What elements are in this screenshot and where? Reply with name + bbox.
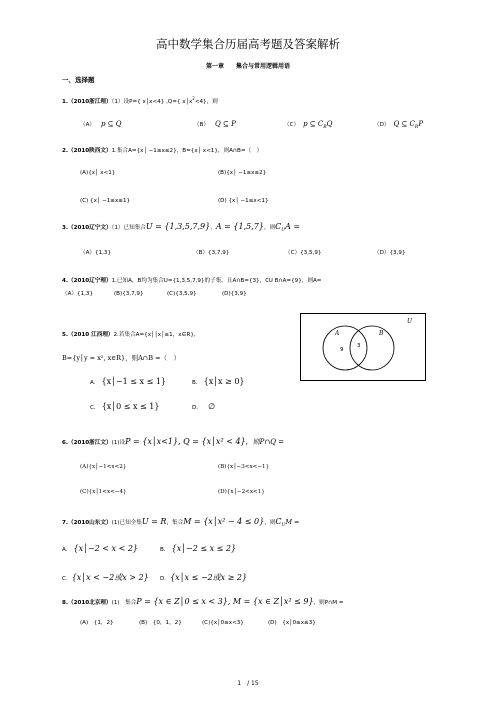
question-4-source: 4.（2010辽宁理） (62, 278, 112, 284)
question-1-option-c: （C） p ⊆ $C_RQ$ (284, 120, 333, 131)
question-1-sup: 2 (192, 96, 195, 101)
question-5-text: 2.若集合A={x││x│≤1，x∈R}， (113, 332, 200, 338)
question-8-option-c: (C){x│0≤x<3} (202, 620, 244, 626)
chapter-heading: 第一章 集合与常用逻辑用语 (205, 63, 290, 70)
question-5-source: 5.（2010 江西理） (62, 332, 114, 338)
question-3-option-d: （D）{3,9} (374, 250, 406, 256)
question-8-formula: P = {x ∈ Z│0 ≤ x < 3}, M = {x ∈ Z│x² ≤ 9} (136, 597, 314, 606)
question-8-option-d: (D) {x│0≤x≤3} (268, 620, 316, 626)
venn-label-u: U (407, 318, 413, 325)
question-7-option-c: C. {x│x < −2或x > 2} (62, 573, 149, 582)
question-1-option-b: （B） Q ⊆ P (194, 120, 236, 128)
question-4-option-d: (D){3,9} (222, 291, 247, 297)
question-2-option-b: (B){x│ −1≤x≤2} (218, 170, 267, 176)
question-2-source: 2.（2010陕西文） (62, 148, 112, 154)
question-7-formula: M = {x│x² − 4 ≤ 0} (183, 517, 265, 526)
question-3-option-a: （A）{1,3} (80, 250, 112, 256)
venn-label-a: A (335, 330, 340, 337)
question-5-option-b: B. {x│x ≥ 0} (192, 377, 245, 386)
question-6-formula: P = {x│x<1}, Q = {x│x² < 4} (125, 437, 246, 446)
question-3-source: 3.（2010辽宁文） (62, 225, 112, 231)
question-5-option-c: C. {x│0 ≤ x ≤ 1} (90, 402, 160, 411)
question-7-option-d: D. {x│x ≤ −2或x ≥ 2} (160, 573, 248, 582)
question-1 (62, 97, 218, 105)
question-6-option-d: (D){x│−2<x<1} (218, 489, 265, 495)
question-3-set-a: A = {1,5,7} (215, 222, 264, 231)
question-3-option-b: （B）{3,7,9} (193, 250, 230, 256)
question-1-source: 1.（2010浙江理） (62, 98, 112, 105)
question-5-option-a: A. {x│−1 ≤ x ≤ 1} (90, 377, 166, 386)
section-heading: 一、选择题 (62, 76, 95, 84)
question-7: 7.（2010山东文）(1)已知全集U = R，集合M = {x│x² − 4 ≤ 0}，则$C_UM$ = (62, 517, 300, 529)
question-2-option-d: (D) {x│ −1≤x<1} (218, 198, 269, 204)
question-6-source: 6.（2010浙江文） (62, 440, 112, 446)
question-6: 6.（2010浙江文）(1)设P = {x│x<1}, Q = {x│x² < 4}，则P∩Q = (62, 437, 285, 446)
page-title: 高中数学集合历届高考题及答案解析 (156, 37, 340, 51)
question-8-source: 8.（2010北京理） (62, 600, 112, 606)
question-1-option-d: （D） Q ⊆ $C_RP$ (374, 120, 424, 131)
question-2-option-c: (C) {x│ −1≤x≤1} (80, 198, 131, 204)
question-4-option-a: （A）{1,3} (62, 291, 94, 297)
question-6-option-a: (A){x│−1<x<2} (80, 464, 127, 470)
question-4 (62, 279, 321, 285)
question-7-option-a: A. {x│−2 < x < 2} (62, 544, 138, 553)
question-8-option-a: (A) {1，2} (80, 620, 114, 626)
question-3-set-u: U = {1,3,5,7,9} (145, 222, 211, 231)
question-1-text: （1）设P={ x│x<4} ,Q={ x│x (111, 98, 193, 105)
question-8-option-b: (B) {0，1，2} (139, 620, 182, 626)
venn-diagram (300, 313, 426, 381)
question-4-text: 1.已知A，B均为集合U={1,3,5,7,9}的子集，且A∩B={3}，∁U B∩A={9}，则A= (111, 278, 322, 284)
venn-number-3: 3 (357, 343, 361, 349)
question-3: 3.（2010辽宁文）（1）已知集合U = {1,3,5,7,9}，A = {1,5,7}，则$C_UA$ = (62, 222, 301, 234)
question-5-option-d: D. ∅ (192, 402, 216, 411)
question-1-tail: <4}，则 (194, 98, 218, 105)
question-4-option-c: (C){3,5,9} (167, 291, 197, 297)
page-number: 1 / 15 (237, 680, 259, 687)
venn-number-9: 9 (340, 347, 344, 353)
question-2 (62, 149, 262, 155)
question-2-text: 1.集合A={x│ −1≤x≤2}，B={x│ x<1}，则A∩B=（ ） (111, 148, 263, 154)
venn-label-b: B (379, 330, 384, 337)
question-1-option-a: （A） p ⊆ Q (80, 120, 122, 128)
question-6-option-b: (B){x│−3<x<−1} (218, 464, 270, 470)
question-7-source: 7.（2010山东文） (62, 520, 112, 526)
question-8: 8.（2010北京理）(1) 集合P = {x ∈ Z│0 ≤ x < 3}, M = {x ∈ Z│x² ≤ 9}，则P∩M = (62, 597, 344, 606)
question-4-option-b: (B){3,7,9} (114, 291, 144, 297)
question-3-option-c: （C）{3,5,9} (285, 250, 322, 256)
question-2-option-a: (A){x│ x<1} (80, 170, 116, 176)
question-7-option-b: B. {x│−2 ≤ x ≤ 2} (160, 544, 237, 553)
question-5 (62, 333, 200, 339)
question-5-line-2: B={y│y = x², x∈R}，则A∩B =（ ） (62, 354, 181, 362)
question-6-option-c: (C){x│1<x<−4} (80, 489, 127, 495)
